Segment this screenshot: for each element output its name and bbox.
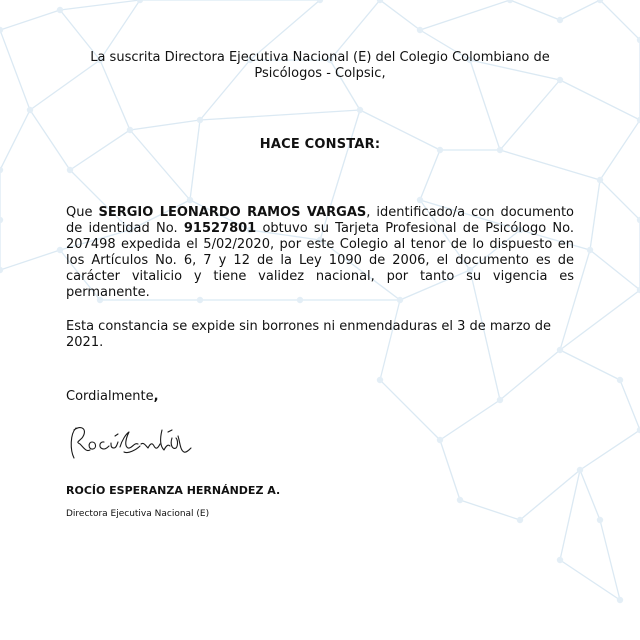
- salutation-text: Cordialmente: [66, 389, 154, 404]
- body-text-part-1: Que: [66, 205, 99, 220]
- certificate-body: [66, 205, 574, 301]
- handwritten-signature: [66, 420, 196, 466]
- salutation-punctuation: ,: [153, 389, 159, 404]
- certificate-heading: HACE CONSTAR:: [259, 137, 381, 152]
- salutation: [66, 389, 159, 405]
- body-text-part-2: , identificado/a con documento de identidad No.: [66, 205, 574, 236]
- intro-text: La suscrita Directora Ejecutiva Nacional (E) del Colegio Colombiano de Psicólogos - Colpsic,: [90, 50, 550, 81]
- id-number: 91527801: [183, 221, 257, 236]
- signer-name: ROCÍO ESPERANZA HERNÁNDEZ A.: [66, 484, 281, 497]
- closing-statement: Esta constancia se expide sin borrones ni enmendaduras el 3 de marzo de 2021.: [66, 319, 552, 350]
- signer-title: Directora Ejecutiva Nacional (E): [66, 509, 210, 519]
- body-text-part-3: obtuvo su Tarjeta Profesional de Psicólogo No. 207498 expedida el 5/02/2020, por este Colegio al tenor de lo dispuesto en los Artículos No. 6, 7 y 12 de la Ley 1090 de 2006, el documento es de carácter vitalicio y tiene validez nacional, por tanto su vigencia es permanente.: [66, 221, 574, 300]
- person-name: SERGIO LEONARDO RAMOS VARGAS: [98, 205, 367, 220]
- signature-text: Rocío Esperanza Hernández: [66, 464, 80, 465]
